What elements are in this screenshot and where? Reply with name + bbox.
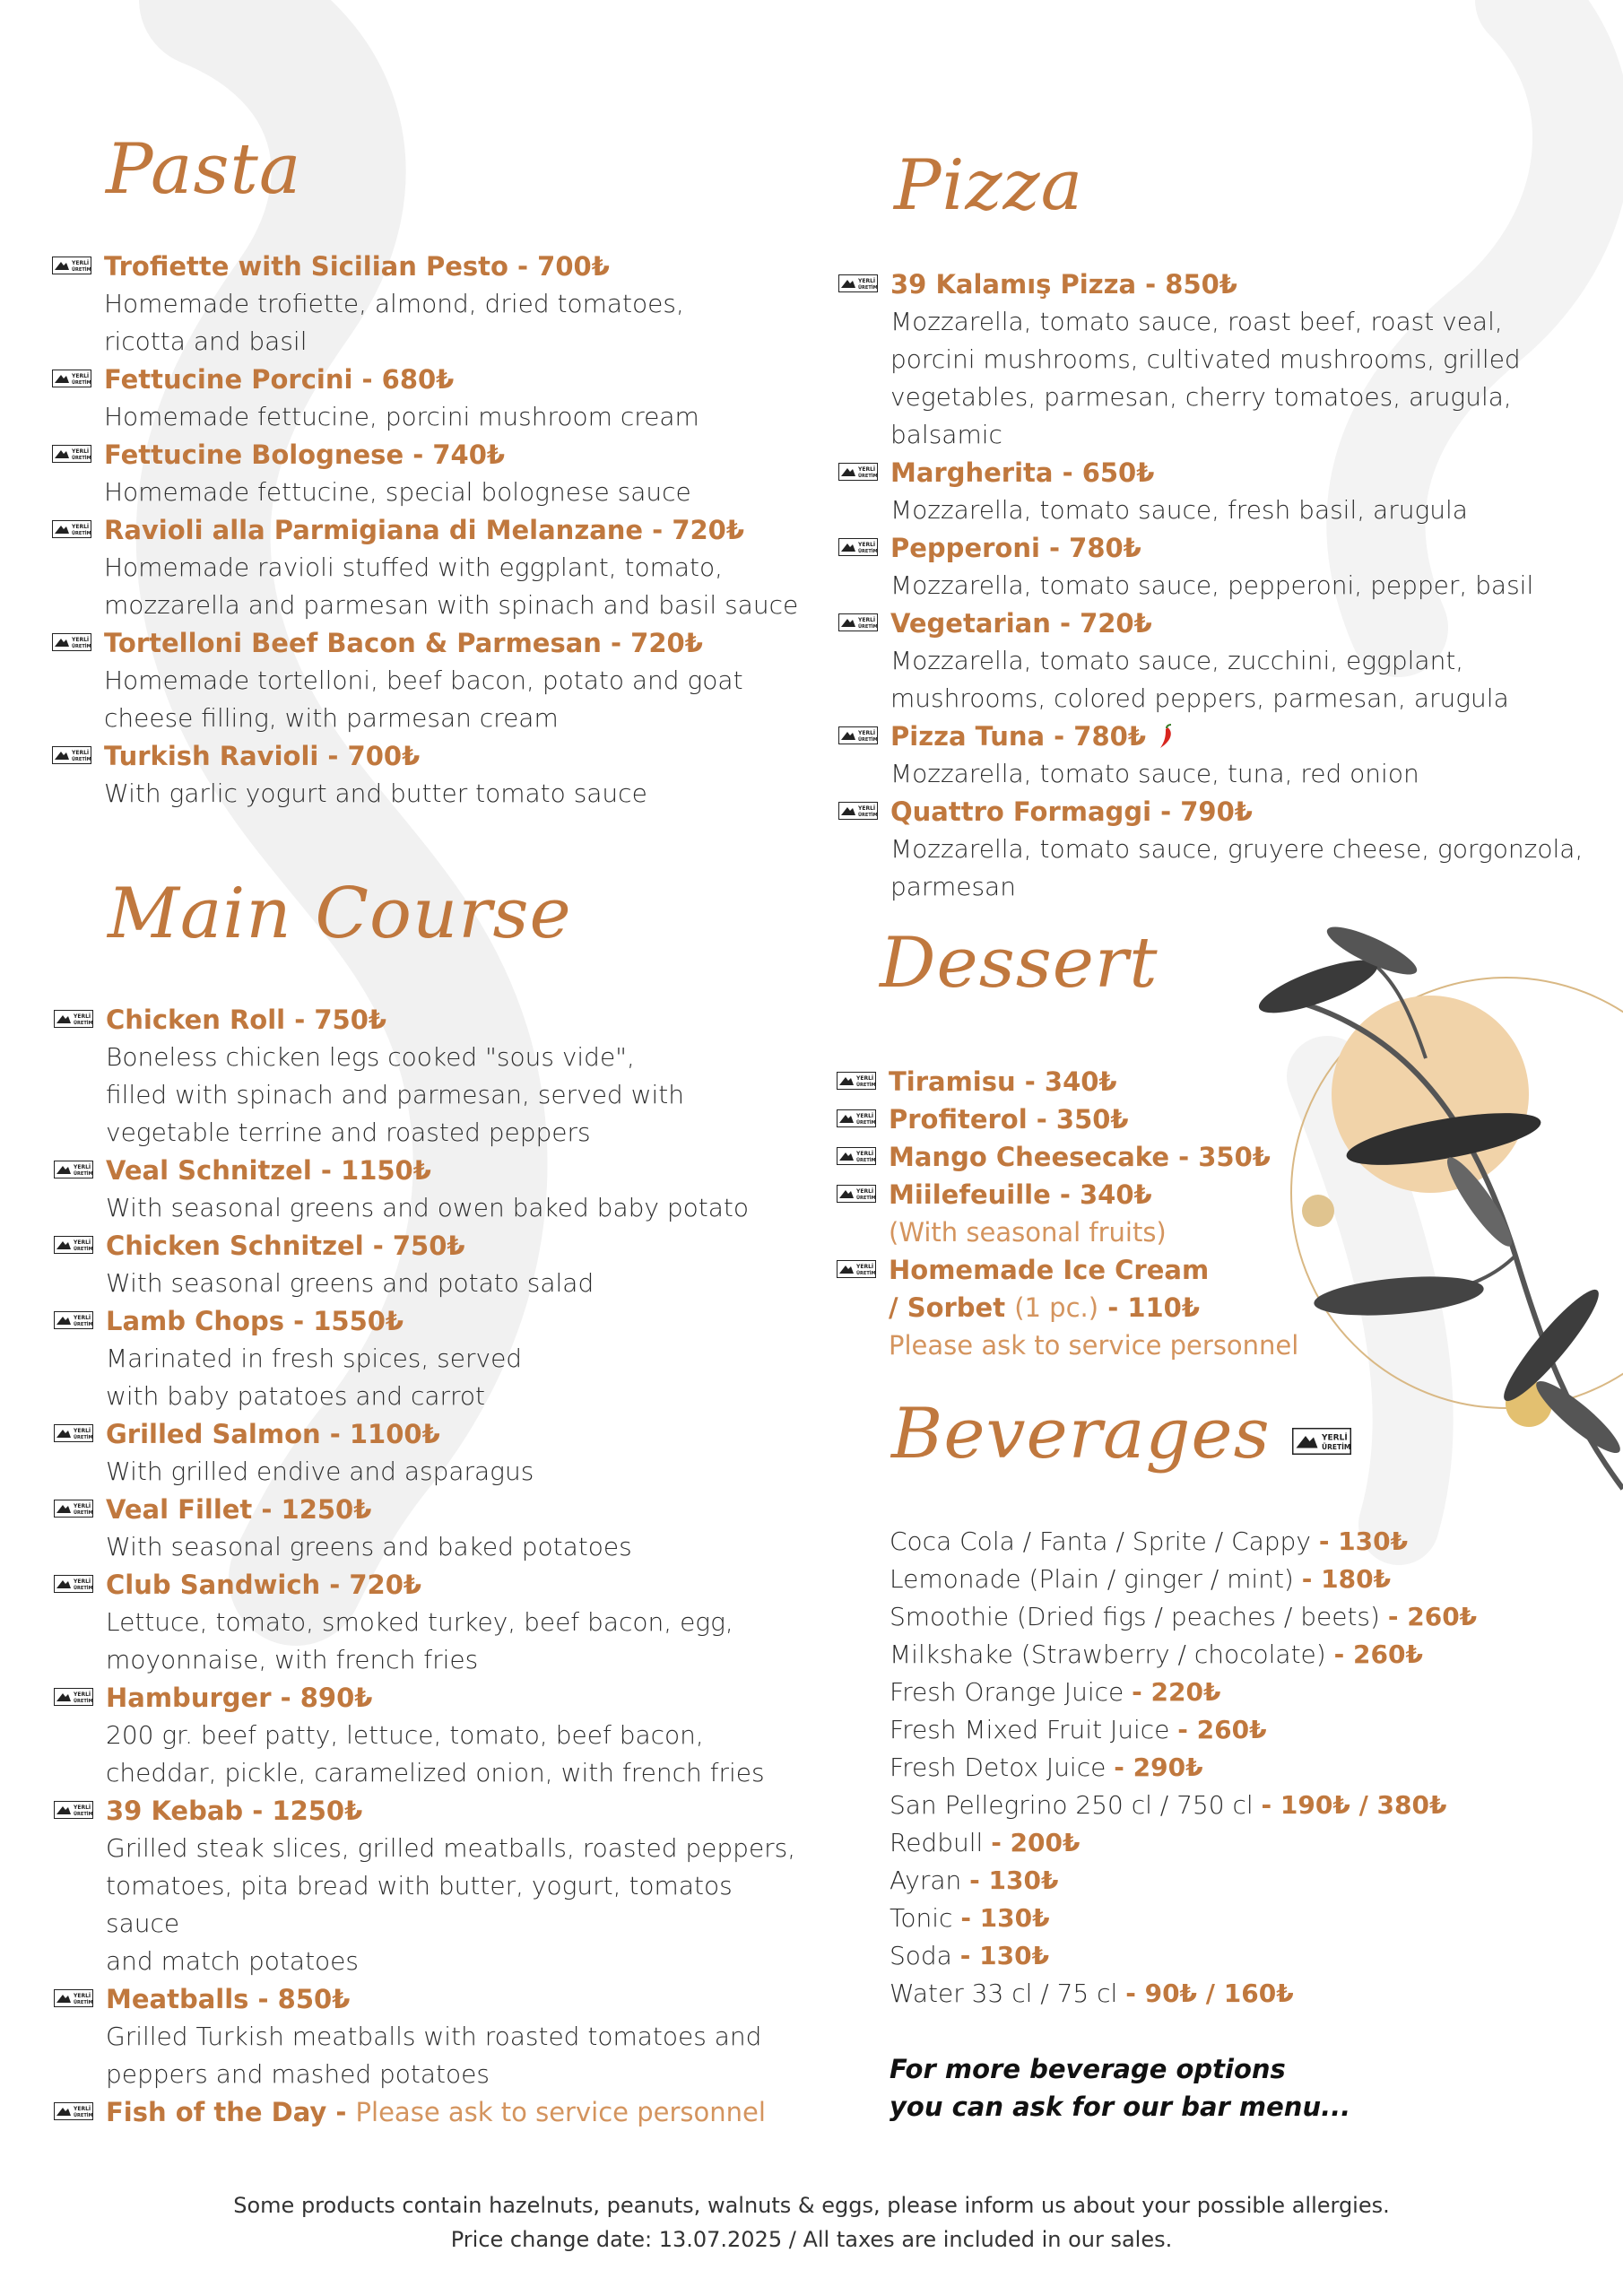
beverages-title: Beverages: [891, 1394, 1271, 1474]
item-name: Miilefeuille - 340₺: [889, 1179, 1152, 1210]
item-description: Grilled Turkish meatballs with roasted tomatoes and: [106, 2022, 762, 2051]
beverage-name: Tonic: [890, 1903, 953, 1933]
item-name: Tiramisu - 340₺: [889, 1066, 1117, 1097]
beverage-price: - 260₺: [1387, 1602, 1478, 1631]
svg-text:YERLİ: YERLİ: [74, 1578, 91, 1585]
beverage-price: - 130₺: [969, 1866, 1059, 1895]
pasta-section: [52, 129, 805, 813]
item-description: vegetable terrine and roasted peppers: [106, 1118, 591, 1147]
beverage-name: Smoothie (Dried figs / peaches / beets): [890, 1602, 1380, 1631]
bar-note-line: For more beverage options: [890, 2054, 1286, 2084]
item-description: With grilled endive and asparagus: [106, 1457, 534, 1486]
beverage-price: - 90₺ / 160₺: [1125, 1979, 1294, 2008]
svg-text:ÜRETİM: ÜRETİM: [74, 2000, 93, 2005]
item-name: Veal Schnitzel - 1150₺: [106, 1155, 431, 1186]
svg-text:ÜRETİM: ÜRETİM: [858, 285, 878, 291]
svg-text:ÜRETİM: ÜRETİM: [72, 267, 91, 273]
beverage-item: [890, 1711, 1589, 1749]
item-name: [106, 2093, 807, 2131]
chili-pepper-icon: [1155, 724, 1178, 751]
local-production-icon: [54, 1010, 93, 1028]
item-name: Fettucine Porcini - 680₺: [104, 364, 455, 395]
local-production-icon: [54, 1161, 93, 1178]
local-production-icon: [837, 1260, 876, 1278]
local-production-icon: [52, 257, 91, 274]
menu-item: [54, 1302, 807, 1415]
main-course-section: [54, 874, 807, 2131]
local-production-icon: [54, 1500, 93, 1518]
item-description: Homemade tortelloni, beef bacon, potato and goat: [104, 665, 743, 695]
item-name: Quattro Formaggi - 790₺: [890, 796, 1253, 827]
menu-item: [54, 1980, 807, 2093]
local-production-icon: [838, 538, 878, 556]
svg-text:ÜRETİM: ÜRETİM: [74, 2113, 93, 2118]
svg-text:ÜRETİM: ÜRETİM: [856, 1196, 876, 1201]
menu-item: [838, 604, 1610, 718]
svg-text:YERLİ: YERLİ: [858, 466, 876, 473]
svg-text:ÜRETİM: ÜRETİM: [856, 1083, 876, 1088]
item-name: Ravioli alla Parmigiana di Melanzane - 720₺: [104, 515, 745, 545]
local-production-icon: [54, 1236, 93, 1254]
svg-text:YERLİ: YERLİ: [72, 260, 90, 266]
svg-text:YERLİ: YERLİ: [858, 617, 876, 623]
beverage-price: - 260₺: [1333, 1639, 1423, 1669]
svg-text:ÜRETİM: ÜRETİM: [1321, 1443, 1350, 1451]
menu-item: [54, 1152, 807, 1227]
item-description: Mozzarella, tomato sauce, fresh basil, arugula: [890, 495, 1468, 525]
item-name: Fettucine Bolognese - 740₺: [104, 439, 506, 470]
item-name: Club Sandwich - 720₺: [106, 1570, 422, 1600]
item-name: 39 Kalamış Pizza - 850₺: [890, 269, 1237, 300]
svg-text:YERLİ: YERLİ: [74, 1013, 91, 1020]
menu-item: [837, 1138, 1339, 1176]
beverage-item: [890, 1561, 1589, 1598]
local-production-icon: [837, 1072, 876, 1090]
local-production-icon: [54, 2102, 93, 2120]
item-description: Lettuce, tomato, smoked turkey, beef bacon, egg,: [106, 1607, 733, 1637]
svg-text:YERLİ: YERLİ: [74, 1239, 91, 1246]
beverage-item: [890, 1900, 1589, 1937]
beverage-price: - 130₺: [1318, 1526, 1409, 1556]
beverage-name: Fresh Mixed Fruit Juice: [890, 1715, 1170, 1744]
item-description: With seasonal greens and owen baked baby potato: [106, 1193, 749, 1222]
beverage-price: - 130₺: [959, 1941, 1050, 1970]
beverage-name: Lemonade (Plain / ginger / mint): [890, 1564, 1294, 1594]
item-description: Boneless chicken legs cooked "sous vide",: [106, 1042, 635, 1072]
svg-text:YERLİ: YERLİ: [856, 1113, 874, 1119]
item-description: moyonnaise, with french fries: [106, 1645, 479, 1674]
svg-text:ÜRETİM: ÜRETİM: [856, 1158, 876, 1163]
item-description: parmesan: [890, 872, 1016, 901]
item-description: Mozzarella, tomato sauce, roast beef, roast veal,: [890, 307, 1503, 336]
main-course-title: Main Course: [108, 874, 572, 954]
item-description: With garlic yogurt and butter tomato sauce: [104, 778, 647, 808]
beverage-item: [890, 1862, 1589, 1900]
beverage-name: Soda: [890, 1941, 952, 1970]
item-name: Veal Fillet - 1250₺: [106, 1494, 372, 1525]
svg-text:YERLİ: YERLİ: [74, 1993, 91, 1999]
svg-text:YERLİ: YERLİ: [858, 730, 876, 736]
menu-item: [54, 1792, 807, 1980]
svg-text:ÜRETİM: ÜRETİM: [858, 737, 878, 743]
svg-text:ÜRETİM: ÜRETİM: [72, 757, 91, 762]
svg-text:ÜRETİM: ÜRETİM: [74, 1699, 93, 1704]
price-change-notice: Price change date: 13.07.2025 / All taxes are included in our sales.: [450, 2227, 1173, 2252]
item-description: Mozzarella, tomato sauce, gruyere cheese, gorgonzola,: [890, 834, 1584, 864]
item-description: With seasonal greens and baked potatoes: [106, 1532, 632, 1561]
svg-text:ÜRETİM: ÜRETİM: [74, 1510, 93, 1516]
beverage-item: [890, 1975, 1589, 2013]
local-production-icon: [838, 274, 878, 292]
menu-item: [52, 624, 805, 737]
pizza-tuna-name: Pizza Tuna - 780₺: [890, 721, 1147, 752]
footer: [0, 2188, 1623, 2257]
item-name: Lamb Chops - 1550₺: [106, 1306, 404, 1336]
item-name: Grilled Salmon - 1100₺: [106, 1419, 440, 1449]
sorbet-label: / Sorbet: [889, 1292, 1006, 1323]
item-description: Mozzarella, tomato sauce, tuna, red onion: [890, 759, 1419, 788]
item-name: Profiterol - 350₺: [889, 1104, 1129, 1135]
pizza-title: Pizza: [894, 145, 1084, 226]
menu-item: [54, 1491, 807, 1566]
item-name: [890, 718, 1610, 755]
svg-text:ÜRETİM: ÜRETİM: [858, 549, 878, 554]
local-production-icon: [837, 1185, 876, 1203]
menu-item: [838, 793, 1610, 906]
bar-note-line: you can ask for our bar menu...: [890, 2092, 1351, 2122]
item-name: Hamburger - 890₺: [106, 1683, 373, 1713]
item-description: mushrooms, colored peppers, parmesan, arugula: [890, 683, 1509, 713]
svg-text:ÜRETİM: ÜRETİM: [856, 1120, 876, 1126]
item-description: Mozzarella, tomato sauce, pepperoni, pepper, basil: [890, 570, 1534, 600]
allergy-notice: Some products contain hazelnuts, peanuts, walnuts & eggs, please inform us about your possible allergies.: [233, 2193, 1390, 2218]
dessert-title: Dessert: [880, 923, 1159, 1004]
svg-text:ÜRETİM: ÜRETİM: [74, 1322, 93, 1327]
item-description: and match potatoes: [106, 1946, 359, 1976]
menu-item: [838, 454, 1610, 529]
menu-item: [837, 1063, 1339, 1100]
local-production-icon: [838, 802, 878, 820]
dessert-section: [837, 923, 1339, 1364]
svg-text:YERLİ: YERLİ: [74, 1164, 91, 1170]
local-production-icon: [54, 1989, 93, 2007]
beverage-item: [890, 1787, 1589, 1824]
svg-text:ÜRETİM: ÜRETİM: [72, 380, 91, 386]
menu-item: [52, 248, 805, 361]
local-production-icon: [837, 1109, 876, 1127]
item-note: (With seasonal fruits): [889, 1217, 1167, 1248]
item-description: Homemade ravioli stuffed with eggplant, tomato,: [104, 552, 724, 582]
price-label: - 110₺: [1107, 1292, 1201, 1323]
beverage-name: Fresh Detox Juice: [890, 1752, 1107, 1782]
beverage-list: [890, 1523, 1589, 2013]
dessert-list: [837, 1063, 1339, 1364]
beverage-price: - 190₺ / 380₺: [1261, 1790, 1447, 1820]
item-name: Trofiette with Sicilian Pesto - 700₺: [104, 251, 610, 282]
svg-text:ÜRETİM: ÜRETİM: [74, 1435, 93, 1440]
menu-item: [54, 1415, 807, 1491]
menu-item: [54, 1679, 807, 1792]
beverage-price: - 180₺: [1301, 1564, 1392, 1594]
svg-text:YERLİ: YERLİ: [74, 1315, 91, 1321]
item-description: cheese filling, with parmesan cream: [104, 703, 559, 733]
item-note: Please ask to service personnel: [889, 1330, 1299, 1361]
item-description: peppers and mashed potatoes: [106, 2059, 490, 2089]
beverage-name: Milkshake (Strawberry / chocolate): [890, 1639, 1326, 1669]
main-course-list: [54, 1001, 807, 2131]
beverage-price: - 200₺: [991, 1828, 1081, 1857]
item-name: Turkish Ravioli - 700₺: [104, 741, 421, 771]
item-description: filled with spinach and parmesan, served with: [106, 1080, 685, 1109]
svg-text:ÜRETİM: ÜRETİM: [858, 474, 878, 479]
menu-item: [837, 1176, 1339, 1251]
item-description: With seasonal greens and potato salad: [106, 1268, 595, 1298]
local-production-icon: [52, 445, 91, 463]
item-description: 200 gr. beef patty, lettuce, tomato, beef bacon,: [106, 1720, 704, 1750]
svg-text:YERLİ: YERLİ: [72, 524, 90, 530]
local-production-icon: [838, 726, 878, 744]
item-description: with baby patatoes and carrot: [106, 1381, 486, 1411]
item-name: Chicken Schnitzel - 750₺: [106, 1231, 465, 1261]
pasta-title: Pasta: [106, 129, 302, 210]
item-description: Marinated in fresh spices, served: [106, 1344, 523, 1373]
item-name: Chicken Roll - 750₺: [106, 1004, 387, 1035]
svg-text:ÜRETİM: ÜRETİM: [74, 1586, 93, 1591]
item-description: mozzarella and parmesan with spinach and basil sauce: [104, 590, 799, 620]
pasta-list: [52, 248, 805, 813]
pizza-list: [838, 265, 1610, 906]
beverages-section: [890, 1394, 1589, 2126]
item-description: Mozzarella, tomato sauce, zucchini, eggplant,: [890, 646, 1464, 675]
menu-item: [54, 1227, 807, 1302]
beverage-item: [890, 1937, 1589, 1975]
item-name: 39 Kebab - 1250₺: [106, 1796, 363, 1826]
item-name: Pepperoni - 780₺: [890, 533, 1141, 563]
svg-text:YERLİ: YERLİ: [74, 1692, 91, 1698]
svg-text:YERLİ: YERLİ: [858, 278, 876, 284]
beverage-price: - 220₺: [1132, 1677, 1221, 1707]
menu-item-fish-of-the-day: [54, 2093, 807, 2131]
svg-text:YERLİ: YERLİ: [74, 1428, 91, 1434]
item-description: porcini mushrooms, cultivated mushrooms, grilled: [890, 344, 1521, 374]
item-name: Meatballs - 850₺: [106, 1984, 351, 2014]
bar-menu-note: [890, 2050, 1589, 2126]
local-production-icon: [838, 463, 878, 481]
svg-text:YERLİ: YERLİ: [856, 1151, 874, 1157]
menu-item: [52, 361, 805, 436]
local-production-icon: [54, 1424, 93, 1442]
svg-text:ÜRETİM: ÜRETİM: [74, 1021, 93, 1026]
menu-item: [52, 436, 805, 511]
beverage-price: - 130₺: [960, 1903, 1050, 1933]
item-description: cheddar, pickle, caramelized onion, with french fries: [106, 1758, 765, 1787]
svg-text:ÜRETİM: ÜRETİM: [72, 531, 91, 536]
local-production-icon: [54, 1575, 93, 1593]
beverage-name: San Pellegrino 250 cl / 750 cl: [890, 1790, 1254, 1820]
item-description: Homemade fettucine, porcini mushroom cream: [104, 402, 699, 431]
svg-text:ÜRETİM: ÜRETİM: [856, 1271, 876, 1276]
svg-text:YERLİ: YERLİ: [72, 373, 90, 379]
menu-item: [54, 1566, 807, 1679]
menu-item: [838, 718, 1610, 793]
svg-text:YERLİ: YERLİ: [74, 2106, 91, 2112]
svg-text:YERLİ: YERLİ: [74, 1503, 91, 1509]
svg-text:ÜRETİM: ÜRETİM: [74, 1247, 93, 1252]
svg-text:ÜRETİM: ÜRETİM: [72, 644, 91, 649]
beverage-item: [890, 1636, 1589, 1674]
beverage-item: [890, 1674, 1589, 1711]
beverage-price: - 290₺: [1114, 1752, 1203, 1782]
beverage-name: Ayran: [890, 1866, 962, 1895]
svg-text:ÜRETİM: ÜRETİM: [74, 1812, 93, 1817]
svg-text:YERLİ: YERLİ: [72, 448, 90, 455]
item-name: Homemade Ice Cream: [889, 1255, 1210, 1285]
svg-text:YERLİ: YERLİ: [72, 637, 90, 643]
quantity-label: (1 pc.): [1014, 1292, 1099, 1323]
menu-item: [838, 265, 1610, 454]
local-production-icon: [54, 1688, 93, 1706]
local-production-icon: [838, 613, 878, 631]
local-production-icon: [54, 1311, 93, 1329]
beverage-item: [890, 1598, 1589, 1636]
svg-text:ÜRETİM: ÜRETİM: [858, 624, 878, 630]
svg-text:YERLİ: YERLİ: [1321, 1433, 1348, 1443]
svg-text:YERLİ: YERLİ: [856, 1075, 874, 1082]
item-description: Grilled steak slices, grilled meatballs, roasted peppers,: [106, 1833, 796, 1863]
fish-note: Please ask to service personnel: [355, 2097, 766, 2127]
menu-item: [54, 1001, 807, 1152]
beverage-name: Redbull: [890, 1828, 984, 1857]
item-name: Margherita - 650₺: [890, 457, 1155, 488]
beverage-name: Water 33 cl / 75 cl: [890, 1979, 1118, 2008]
svg-text:YERLİ: YERLİ: [72, 750, 90, 756]
item-name: Vegetarian - 720₺: [890, 608, 1152, 639]
svg-text:ÜRETİM: ÜRETİM: [858, 813, 878, 818]
beverage-price: - 260₺: [1177, 1715, 1267, 1744]
menu-item: [52, 737, 805, 813]
local-production-icon: [52, 633, 91, 651]
item-description: Homemade fettucine, special bolognese sauce: [104, 477, 691, 507]
local-production-icon: [1292, 1428, 1351, 1458]
beverage-item: [890, 1523, 1589, 1561]
svg-text:ÜRETİM: ÜRETİM: [72, 456, 91, 461]
local-production-icon: [52, 746, 91, 764]
fish-name: Fish of the Day -: [106, 2097, 356, 2127]
beverage-item: [890, 1749, 1589, 1787]
local-production-icon: [52, 370, 91, 387]
menu-item: [52, 511, 805, 624]
svg-text:ÜRETİM: ÜRETİM: [74, 1171, 93, 1177]
svg-text:YERLİ: YERLİ: [858, 542, 876, 548]
item-description: tomatoes, pita bread with butter, yogurt, tomatos sauce: [106, 1871, 733, 1938]
svg-text:YERLİ: YERLİ: [858, 805, 876, 812]
beverage-item: [890, 1824, 1589, 1862]
beverage-name: Fresh Orange Juice: [890, 1677, 1124, 1707]
svg-text:YERLİ: YERLİ: [856, 1188, 874, 1195]
menu-item: [838, 529, 1610, 604]
svg-text:YERLİ: YERLİ: [74, 1805, 91, 1811]
item-description: Homemade trofiette, almond, dried tomatoes,: [104, 289, 684, 318]
item-name-continued: [889, 1289, 1339, 1326]
item-name: Tortelloni Beef Bacon & Parmesan - 720₺: [104, 628, 703, 658]
pizza-section: [838, 145, 1610, 906]
local-production-icon: [52, 520, 91, 538]
beverage-name: Coca Cola / Fanta / Sprite / Cappy: [890, 1526, 1311, 1556]
local-production-icon: [54, 1801, 93, 1819]
menu-item: [837, 1100, 1339, 1138]
item-description: vegetables, parmesan, cherry tomatoes, arugula, balsamic: [890, 382, 1512, 449]
menu-item-ice-cream: [837, 1251, 1339, 1364]
item-name: Mango Cheesecake - 350₺: [889, 1142, 1271, 1172]
local-production-icon: [837, 1147, 876, 1165]
svg-text:YERLİ: YERLİ: [856, 1264, 874, 1270]
item-description: ricotta and basil: [104, 326, 308, 356]
